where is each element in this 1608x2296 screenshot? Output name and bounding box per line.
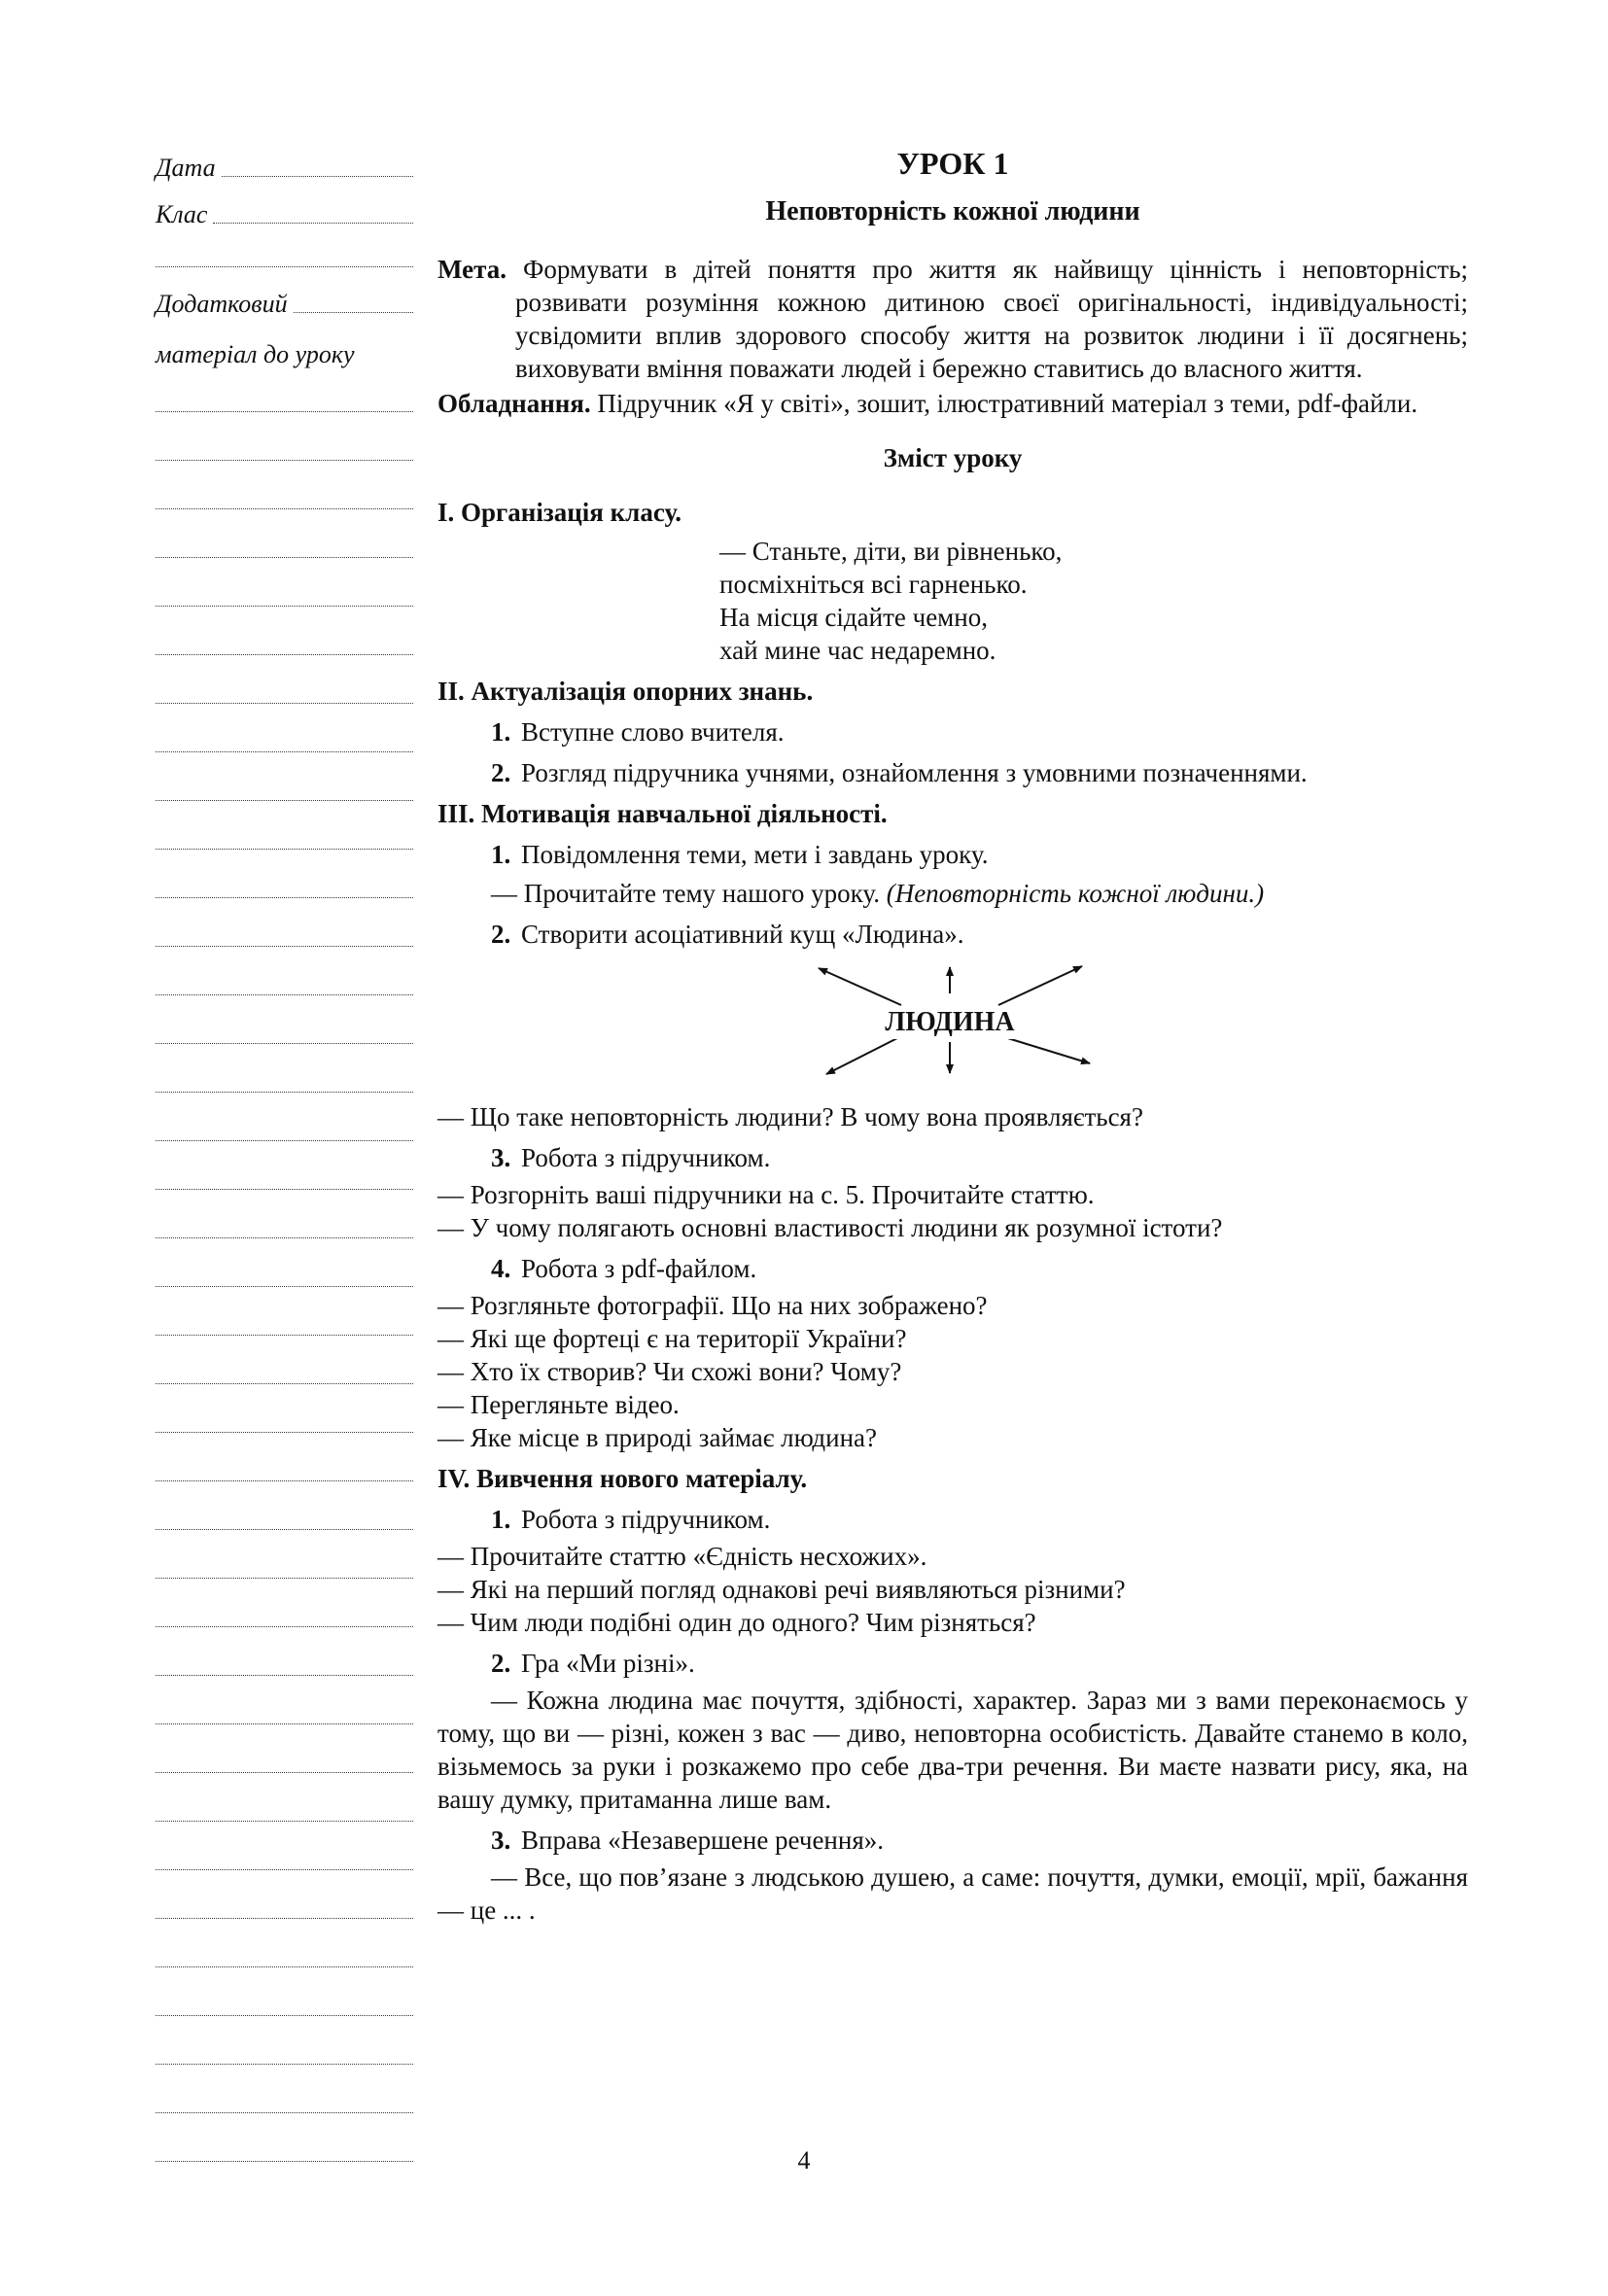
game-instructions: — Кожна людина має почуття, здібності, характер. Зараз ми з вами переконаємось у тому, що ви — різні, кожен з вас — диво, неповторна особистість. Давайте станемо в коло, візьмемось за руки і розкажемо про себе два-три речення. Ви маєте назвати рису, яка, на вашу думку, притаманна лише вам. — [437, 1686, 1468, 1814]
step-item — [491, 918, 1468, 951]
step-item — [491, 1824, 1468, 1857]
step-number: 3. — [491, 1143, 511, 1172]
step-item — [491, 1503, 1468, 1536]
lesson-title: Неповторність кожної людини — [765, 196, 1140, 226]
margin-line[interactable] — [156, 897, 413, 898]
class-field[interactable] — [156, 200, 413, 229]
margin-line[interactable] — [156, 1918, 413, 1919]
step-item — [491, 1647, 1468, 1680]
extra-material-label: Додатковий — [156, 290, 288, 318]
step-number: 2. — [491, 920, 511, 949]
teacher-question: — Прочитайте статтю «Єдність несхожих». — [437, 1542, 927, 1571]
teacher-question: — Які на перший погляд однакові речі виявляються різними? — [437, 1575, 1126, 1604]
class-line — [213, 222, 413, 224]
teacher-question: — Які ще фортеці є на території України? — [437, 1324, 907, 1353]
margin-line[interactable] — [156, 606, 413, 607]
step-text: Повідомлення теми, мети і завдань уроку. — [521, 840, 989, 869]
margin-line[interactable] — [156, 994, 413, 995]
lesson-plan — [437, 144, 1468, 1927]
step-text: Робота з підручником. — [521, 1505, 771, 1534]
question-text: — Прочитайте тему нашого уроку. — [491, 879, 880, 908]
margin-line[interactable] — [156, 1092, 413, 1093]
arrow-up-right — [998, 966, 1082, 1005]
margin-line[interactable] — [156, 508, 413, 509]
step-item — [491, 1252, 1468, 1285]
step-text: Розгляд підручника учнями, ознайомлення з умовними позначеннями. — [521, 758, 1308, 787]
margin-line[interactable] — [156, 1286, 413, 1287]
step-item — [491, 838, 1468, 871]
lesson-number: УРОК 1 — [896, 146, 1009, 181]
step-item — [491, 756, 1468, 789]
teacher-question: — Що таке неповторність людини? В чому вона проявляється? — [437, 1102, 1143, 1131]
step-number: 1. — [491, 717, 511, 747]
step-number: 1. — [491, 840, 511, 869]
step-text: Робота з підручником. — [521, 1143, 771, 1172]
step-number: 3. — [491, 1826, 511, 1855]
step-number: 4. — [491, 1254, 511, 1283]
date-line — [222, 175, 413, 177]
teacher-question: — Розгляньте фотографії. Що на них зображено? — [437, 1291, 988, 1320]
cluster-center-word: ЛЮДИНА — [877, 1006, 1023, 1039]
content-heading: Зміст уроку — [883, 443, 1023, 472]
margin-line[interactable] — [156, 2015, 413, 2016]
margin-line[interactable] — [156, 1383, 413, 1384]
margin-line[interactable] — [156, 1869, 413, 1870]
margin-line[interactable] — [156, 1432, 413, 1433]
unfinished-sentence: — Все, що пов’язане з людською душею, а саме: почуття, думки, емоції, мрії, бажання — це ... . — [437, 1862, 1468, 1925]
teacher-question: — Чим люди подібні один до одного? Чим різняться? — [437, 1608, 1036, 1637]
margin-line[interactable] — [156, 654, 413, 655]
margin-line[interactable] — [156, 751, 413, 752]
arrow-down-left — [826, 1036, 901, 1074]
arrow-down-right — [1001, 1036, 1090, 1063]
margin-line[interactable] — [156, 1237, 413, 1238]
equipment-text: Підручник «Я у світі», зошит, ілюстративний матеріал з теми, pdf-файли. — [597, 389, 1418, 418]
step-text: Робота з pdf-файлом. — [521, 1254, 757, 1283]
margin-line[interactable] — [156, 1626, 413, 1627]
step-item — [491, 715, 1468, 748]
teacher-question: — У чому полягають основні властивості людини як розумної істоти? — [437, 1213, 1223, 1242]
margin-line[interactable] — [156, 1821, 413, 1822]
section-heading-2: II. Актуалізація опорних знань. — [437, 677, 814, 706]
date-field[interactable] — [156, 154, 413, 183]
extra-material-label-2: матеріал до уроку — [156, 340, 355, 368]
poem-line: хай мине час недаремно. — [719, 636, 996, 665]
margin-line[interactable] — [156, 1189, 413, 1190]
step-text: Вступне слово вчителя. — [521, 717, 785, 747]
margin-line[interactable] — [156, 1772, 413, 1773]
step-number: 2. — [491, 758, 511, 787]
margin-line[interactable] — [156, 460, 413, 461]
margin-line[interactable] — [156, 1140, 413, 1141]
margin-line[interactable] — [156, 1723, 413, 1724]
step-number: 1. — [491, 1505, 511, 1534]
margin-line[interactable] — [156, 266, 413, 267]
margin-line[interactable] — [156, 1529, 413, 1530]
step-number: 2. — [491, 1649, 511, 1678]
date-label: Дата — [156, 154, 216, 182]
extra-material-line — [294, 311, 413, 313]
margin-line[interactable] — [156, 1578, 413, 1579]
greeting-poem — [719, 535, 1468, 667]
lesson-equipment — [437, 387, 1468, 420]
lesson-goal — [437, 253, 1468, 385]
section-heading-4: IV. Вивчення нового матеріалу. — [437, 1464, 808, 1493]
goal-label: Мета. — [437, 255, 507, 284]
margin-line[interactable] — [156, 1043, 413, 1044]
teacher-question: — Розгорніть ваші підручники на с. 5. Прочитайте статтю. — [437, 1180, 1095, 1209]
poem-line: — Станьте, діти, ви рівненько, — [719, 537, 1063, 566]
margin-line[interactable] — [156, 849, 413, 850]
teacher-question: — Перегляньте відео. — [437, 1390, 680, 1419]
margin-line[interactable] — [156, 800, 413, 801]
margin-line[interactable] — [156, 2112, 413, 2113]
step-text: Гра «Ми різні». — [521, 1649, 695, 1678]
margin-line[interactable] — [156, 1335, 413, 1336]
margin-line[interactable] — [156, 946, 413, 947]
section-heading-1: I. Організація класу. — [437, 498, 682, 527]
extra-material-field[interactable] — [156, 290, 413, 319]
margin-line[interactable] — [156, 1966, 413, 1967]
margin-line[interactable] — [156, 411, 413, 412]
goal-text: Формувати в дітей поняття про життя як найвищу цінність і неповторність; розвивати розуміння кожною дитиною своєї оригінальності, індивідуальності; усвідомити вплив здорового способу життя на розвиток людини і її досягнень; виховувати вміння поважати людей і бережно ставитись до власного життя. — [515, 255, 1469, 383]
margin-line[interactable] — [156, 2064, 413, 2065]
class-label: Клас — [156, 200, 208, 228]
margin-line[interactable] — [156, 1480, 413, 1481]
step-item — [491, 1141, 1468, 1174]
association-cluster-diagram — [437, 964, 1468, 1079]
page-number: 4 — [797, 2146, 811, 2174]
teacher-question: — Яке місце в природі займає людина? — [437, 1423, 877, 1452]
expected-answer: (Неповторність кожної людини.) — [886, 879, 1265, 908]
teacher-question: — Хто їх створив? Чи схожі вони? Чому? — [437, 1357, 902, 1386]
arrow-up-left — [819, 968, 901, 1005]
teacher-question — [491, 877, 1468, 910]
poem-line: На місця сідайте чемно, — [719, 603, 988, 632]
equipment-label: Обладнання. — [437, 389, 591, 418]
step-text: Створити асоціативний кущ «Людина». — [521, 920, 964, 949]
poem-line: посміхніться всі гарненько. — [719, 570, 1028, 599]
section-heading-3: III. Мотивація навчальної діяльності. — [437, 799, 888, 828]
margin-line[interactable] — [156, 557, 413, 558]
step-text: Вправа «Незавершене речення». — [521, 1826, 885, 1855]
margin-line[interactable] — [156, 703, 413, 704]
margin-line[interactable] — [156, 1675, 413, 1676]
